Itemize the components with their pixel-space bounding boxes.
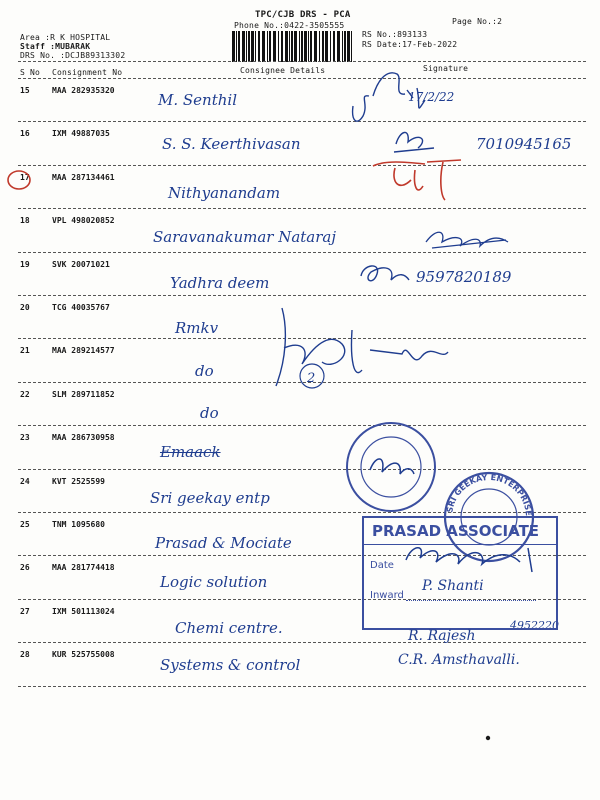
phone-number: Phone No.:0422-3505555: [234, 21, 345, 30]
barcode: [232, 31, 356, 63]
row-consignment-no: SVK 20071021: [52, 259, 110, 269]
signature-row17-red: [365, 156, 470, 206]
row-handwritten-note: 17/2/22: [408, 90, 455, 104]
barcode-bar: [289, 31, 290, 62]
barcode-bar: [278, 31, 279, 62]
barcode-bar: [310, 31, 312, 62]
barcode-bar: [281, 31, 283, 62]
row-consignee-handwritten: Yadhra deem: [170, 273, 270, 292]
row21-circled-note: 2: [307, 371, 316, 386]
row-consignment-no: VPL 498020852: [52, 216, 115, 226]
row-separator: [18, 208, 586, 209]
row-sno: 20: [20, 303, 30, 312]
drs-number: DRS No. :DCJB89313302: [20, 51, 126, 60]
signature-row19: [355, 258, 415, 294]
row-handwritten-note: C.R. Amsthavalli.: [398, 652, 520, 669]
row-consignee-handwritten: Sri geekay entp: [150, 488, 270, 507]
row-consignee-handwritten: Emaack: [160, 443, 221, 462]
col-signature: Signature: [423, 64, 469, 73]
signature-row20-22: [262, 300, 452, 395]
barcode-bar: [294, 31, 297, 62]
row-sno: 24: [20, 476, 30, 486]
barcode-bar: [258, 31, 260, 62]
row-consignee-handwritten: Rmkv: [175, 319, 219, 337]
row-sno: 22: [20, 389, 30, 399]
barcode-bar: [285, 31, 288, 62]
staff-label: Staff :MUBARAK: [20, 42, 91, 51]
row-separator: [18, 295, 586, 296]
barcode-bar: [299, 31, 300, 62]
row-consignee-handwritten: Saravanakumar Nataraj: [153, 228, 337, 247]
row-consignment-no: MAA 289214577: [52, 346, 115, 356]
row-consignee-handwritten: do: [200, 403, 219, 422]
row-sno: 23: [20, 433, 30, 443]
header-separator-top: [18, 61, 586, 62]
signature-row25: [402, 536, 562, 576]
header-separator-bottom: [18, 78, 586, 79]
barcode-bar: [351, 31, 352, 62]
row-consignment-no: KVT 2525599: [52, 476, 105, 486]
col-sno: S No: [20, 68, 41, 77]
row-separator: [18, 425, 586, 426]
barcode-bar: [232, 31, 235, 62]
barcode-bar: [330, 31, 331, 62]
barcode-bar: [308, 31, 309, 62]
row-consignment-no: MAA 282935320: [52, 86, 115, 95]
row-sno: 19: [20, 259, 30, 269]
row-separator: [18, 686, 586, 687]
barcode-bar: [325, 31, 328, 62]
row-consignment-no: MAA 286730958: [52, 433, 115, 443]
row-sno: 18: [20, 216, 30, 226]
barcode-bar: [246, 31, 247, 62]
row-consignment-no: TNM 1095680: [52, 520, 105, 529]
rs-date: RS Date:17-Feb-2022: [362, 40, 458, 49]
row-consignee-handwritten: Logic solution: [160, 573, 268, 592]
ink-dot: [484, 734, 492, 742]
row-consignment-no: IXM 49887035: [52, 129, 110, 139]
row-consignment-no: KUR 525755008: [52, 650, 115, 660]
signature-row16: [390, 126, 440, 158]
barcode-bar: [344, 31, 346, 62]
barcode-bar: [314, 31, 317, 62]
row-consignment-no: MAA 281774418: [52, 563, 115, 573]
row-handwritten-note: 7010945165: [476, 135, 572, 154]
barcode-bar: [242, 31, 245, 62]
prasad-stamp-inward-line: [406, 600, 536, 601]
barcode-bar: [291, 31, 293, 62]
enterprises-stamp-text: SRI GEEKAY ENTERPRISES: [437, 461, 534, 517]
row-consignee-handwritten: Prasad & Mociate: [155, 534, 292, 552]
row-consignment-no: IXM 501113024: [52, 606, 115, 616]
row-sno: 28: [20, 650, 30, 660]
row-separator: [18, 165, 586, 166]
row-separator: [18, 121, 586, 122]
barcode-bar: [322, 31, 324, 62]
signature-row18: [422, 220, 517, 255]
row-consignee-handwritten: Chemi centre.: [175, 618, 283, 637]
row-consignee-handwritten: Systems & control: [160, 656, 301, 675]
row-sno: 17: [20, 172, 30, 182]
document-title: TPC/CJB DRS - PCA: [255, 10, 351, 20]
row-separator: [18, 642, 586, 643]
row-consignment-no: SLM 289711852: [52, 389, 115, 399]
barcode-bar: [342, 31, 343, 62]
row-consignee-handwritten: S. S. Keerthivasan: [162, 135, 301, 154]
barcode-bar: [304, 31, 307, 62]
row-sno: 25: [20, 520, 30, 529]
row-handwritten-note: 4952220: [510, 618, 559, 632]
prasad-stamp-inward-label: Inward: [370, 590, 404, 601]
row-sno: 15: [20, 86, 30, 95]
page-number: Page No.:2: [452, 17, 503, 26]
barcode-bar: [238, 31, 240, 62]
barcode-bar: [319, 31, 320, 62]
rs-number: RS No.:893133: [362, 30, 428, 39]
barcode-bar: [333, 31, 335, 62]
barcode-bar: [301, 31, 303, 62]
row-handwritten-note: 9597820189: [416, 267, 512, 286]
prasad-stamp-title: PRASAD ASSOCIATE: [372, 522, 540, 540]
barcode-bar: [347, 31, 350, 62]
row-sno: 26: [20, 563, 30, 573]
barcode-bar: [262, 31, 265, 62]
row-sno: 21: [20, 346, 30, 356]
row-consignee-handwritten: Nithyanandam: [168, 183, 281, 202]
row-consignment-no: TCG 40035767: [52, 303, 110, 312]
row-consignee-handwritten: M. Senthil: [158, 91, 237, 109]
barcode-bar: [248, 31, 250, 62]
barcode-bar: [236, 31, 237, 62]
barcode-bar: [255, 31, 256, 62]
row-consignee-handwritten: do: [195, 362, 214, 381]
col-consignee: Consignee Details: [240, 66, 326, 75]
signature-row27: R. Rajesh: [408, 628, 476, 644]
barcode-bar: [251, 31, 254, 62]
barcode-bar: [273, 31, 276, 62]
row-sno: 27: [20, 606, 30, 616]
row-consignment-no: MAA 287134461: [52, 172, 115, 182]
round-seal-stamp: [342, 418, 440, 516]
signature-row26: P. Shanti: [422, 578, 484, 594]
signature-row15: [345, 66, 435, 131]
svg-text:SRI GEEKAY ENTERPRISES: [437, 461, 533, 516]
barcode-bar: [337, 31, 340, 62]
barcode-bar: [267, 31, 268, 62]
area-label: Area :R K HOSPITAL: [20, 33, 111, 42]
barcode-bar: [269, 31, 271, 62]
red-circle-mark: [5, 168, 35, 194]
col-consignment: Consignment No: [52, 68, 123, 77]
prasad-stamp-date-label: Date: [370, 560, 394, 571]
row-sno: 16: [20, 129, 30, 139]
